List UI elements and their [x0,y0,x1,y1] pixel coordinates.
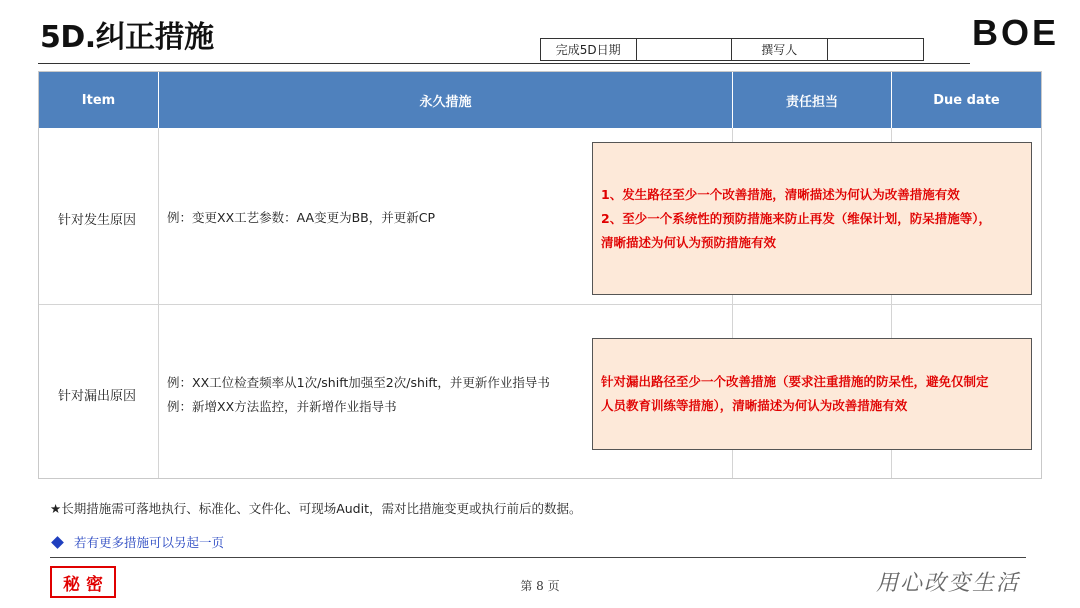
long-term-remark: ★长期措施需可落地执行、标准化、文件化、可现场Audit，需对比措施变更或执行前后的数据。 [50,501,582,516]
page-number: 第 8 页 [520,579,560,593]
author-label: 撰写人 [732,39,828,60]
row-label-occurrence: 针对发生原因 [58,213,137,228]
occurrence-guidance-note [592,142,1032,295]
note-line: 人员教育训练等措施），清晰描述为何认为改善措施有效 [601,398,908,413]
escape-guidance-note [592,338,1032,450]
row-label-escape: 针对漏出原因 [58,389,137,404]
boe-logo: BOE [972,12,1060,53]
measure-text: 例：新增XX方法监控，并新增作业指导书 [167,399,397,414]
more-measures-text: 若有更多措施可以另起一页 [74,535,225,550]
confidential-stamp: 秘密 [50,566,116,598]
author-field[interactable] [828,39,924,60]
page-title: 5D.纠正措施 [40,20,214,55]
note-line: 2、至少一个系统性的预防措施来防止再发（维保计划，防呆措施等）， [601,210,991,226]
column-divider [158,128,159,478]
diamond-bullet-icon [51,536,64,549]
column-header-due-date: Due date [892,72,1041,128]
column-header-owner: 责任担当 [733,72,892,128]
footer-divider [50,557,1026,558]
header-info-box [540,38,924,61]
note-line: 1、发生路径至少一个改善措施，清晰描述为何认为改善措施有效 [601,186,960,202]
column-header-item: Item [39,72,159,128]
measure-text: 例：变更XX工艺参数：AA变更为BB，并更新CP [167,210,435,225]
slogan-signature: 用心改变生活 [876,571,1021,596]
row-divider [39,304,1041,305]
measure-text: 例：XX工位检查频率从1次/shift加强至2次/shift，并更新作业指导书 [167,375,550,390]
completion-date-field[interactable] [637,39,733,60]
header-divider [38,63,970,64]
column-header-permanent-measures: 永久措施 [159,72,733,128]
more-measures-hint [50,533,224,551]
note-line: 清晰描述为何认为预防措施有效 [601,234,777,250]
note-line: 针对漏出路径至少一个改善措施（要求注重措施的防呆性，避免仅制定 [601,374,989,389]
completion-date-label: 完成5D日期 [541,39,637,60]
